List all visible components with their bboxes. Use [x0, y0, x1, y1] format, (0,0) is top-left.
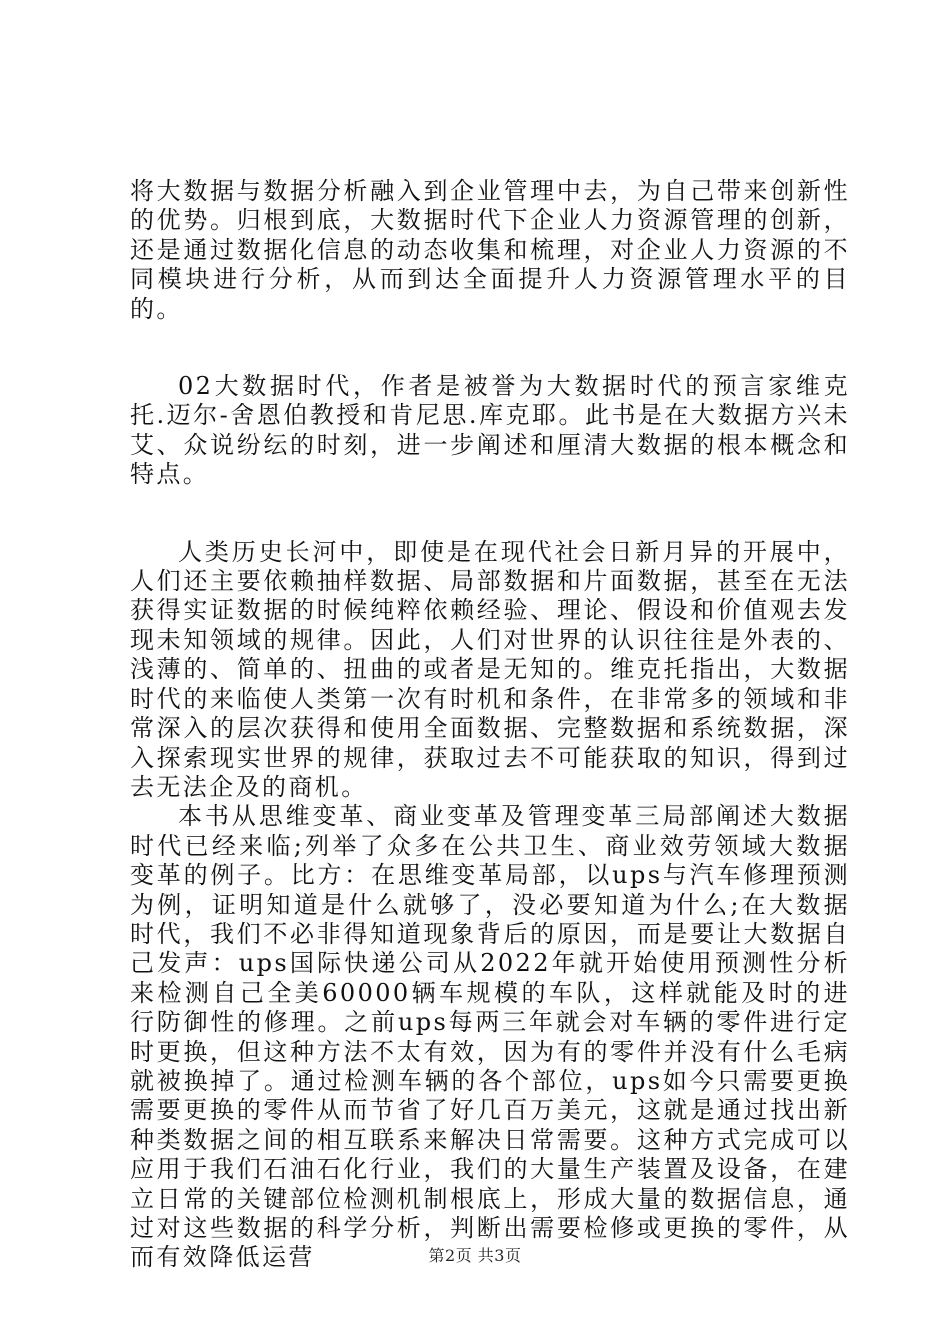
paragraph-1: 将大数据与数据分析融入到企业管理中去，为自己带来创新性的优势。归根到底，大数据时代下企业人力资源管理的创新，还是通过数据化信息的动态收集和梳理，对企业人力资源的不同模块进行分析，从而到达全面提升人力资源管理水平的目的。: [130, 177, 850, 323]
paragraph-2: 02大数据时代，作者是被誉为大数据时代的预言家维克托.迈尔-舍恩伯教授和肯尼思.库克耶。此书是在大数据方兴未艾、众说纷纭的时刻，进一步阐述和厘清大数据的根本概念和特点。: [130, 372, 850, 489]
paragraph-gap: [130, 490, 850, 538]
paragraph-3: 人类历史长河中，即使是在现代社会日新月异的开展中，人们还主要依赖抽样数据、局部数据和片面数据，甚至在无法获得实证数据的时候纯粹依赖经验、理论、假设和价值观去发现未知领域的规律。因此，人们对世界的认识往往是外表的、浅薄的、简单的、扭曲的或者是无知的。维克托指出，大数据时代的来临使人类第一次有时机和条件，在非常多的领域和非常深入的层次获得和使用全面数据、完整数据和系统数据，深入探索现实世界的规律，获取过去不可能获取的知识，得到过去无法企及的商机。: [130, 537, 850, 801]
paragraph-gap: [130, 324, 850, 372]
document-body: [130, 177, 850, 1273]
paragraph-4: 本书从思维变革、商业变革及管理变革三局部阐述大数据时代已经来临;列举了众多在公共卫生、商业效劳领域大数据变革的例子。比方：在思维变革局部，以ups与汽车修理预测为例，证明知道是什么就够了，没必要知道为什么;在大数据时代，我们不必非得知道现象背后的原因，而是要让大数据自己发声：ups国际快递公司从2022年就开始使用预测性分析来检测自己全美60000辆车规模的车队，这样就能及时的进行防御性的修理。之前ups每两三年就会对车辆的零件进行定时更换，但这种方法不太有效，因为有的零件并没有什么毛病就被换掉了。通过检测车辆的各个部位，ups如今只需要更换需要更换的零件从而节省了好几百万美元，这就是通过找出新种类数据之间的相互联系来解决日常需要。这种方式完成可以应用于我们石油石化行业，我们的大量生产装置及设备，在建立日常的关键部位检测机制根底上，形成大量的数据信息，通过对这些数据的科学分析，判断出需要检修或更换的零件，从而有效降低运营: [130, 802, 850, 1272]
page-number-footer: 第2页 共3页: [428, 1246, 522, 1265]
